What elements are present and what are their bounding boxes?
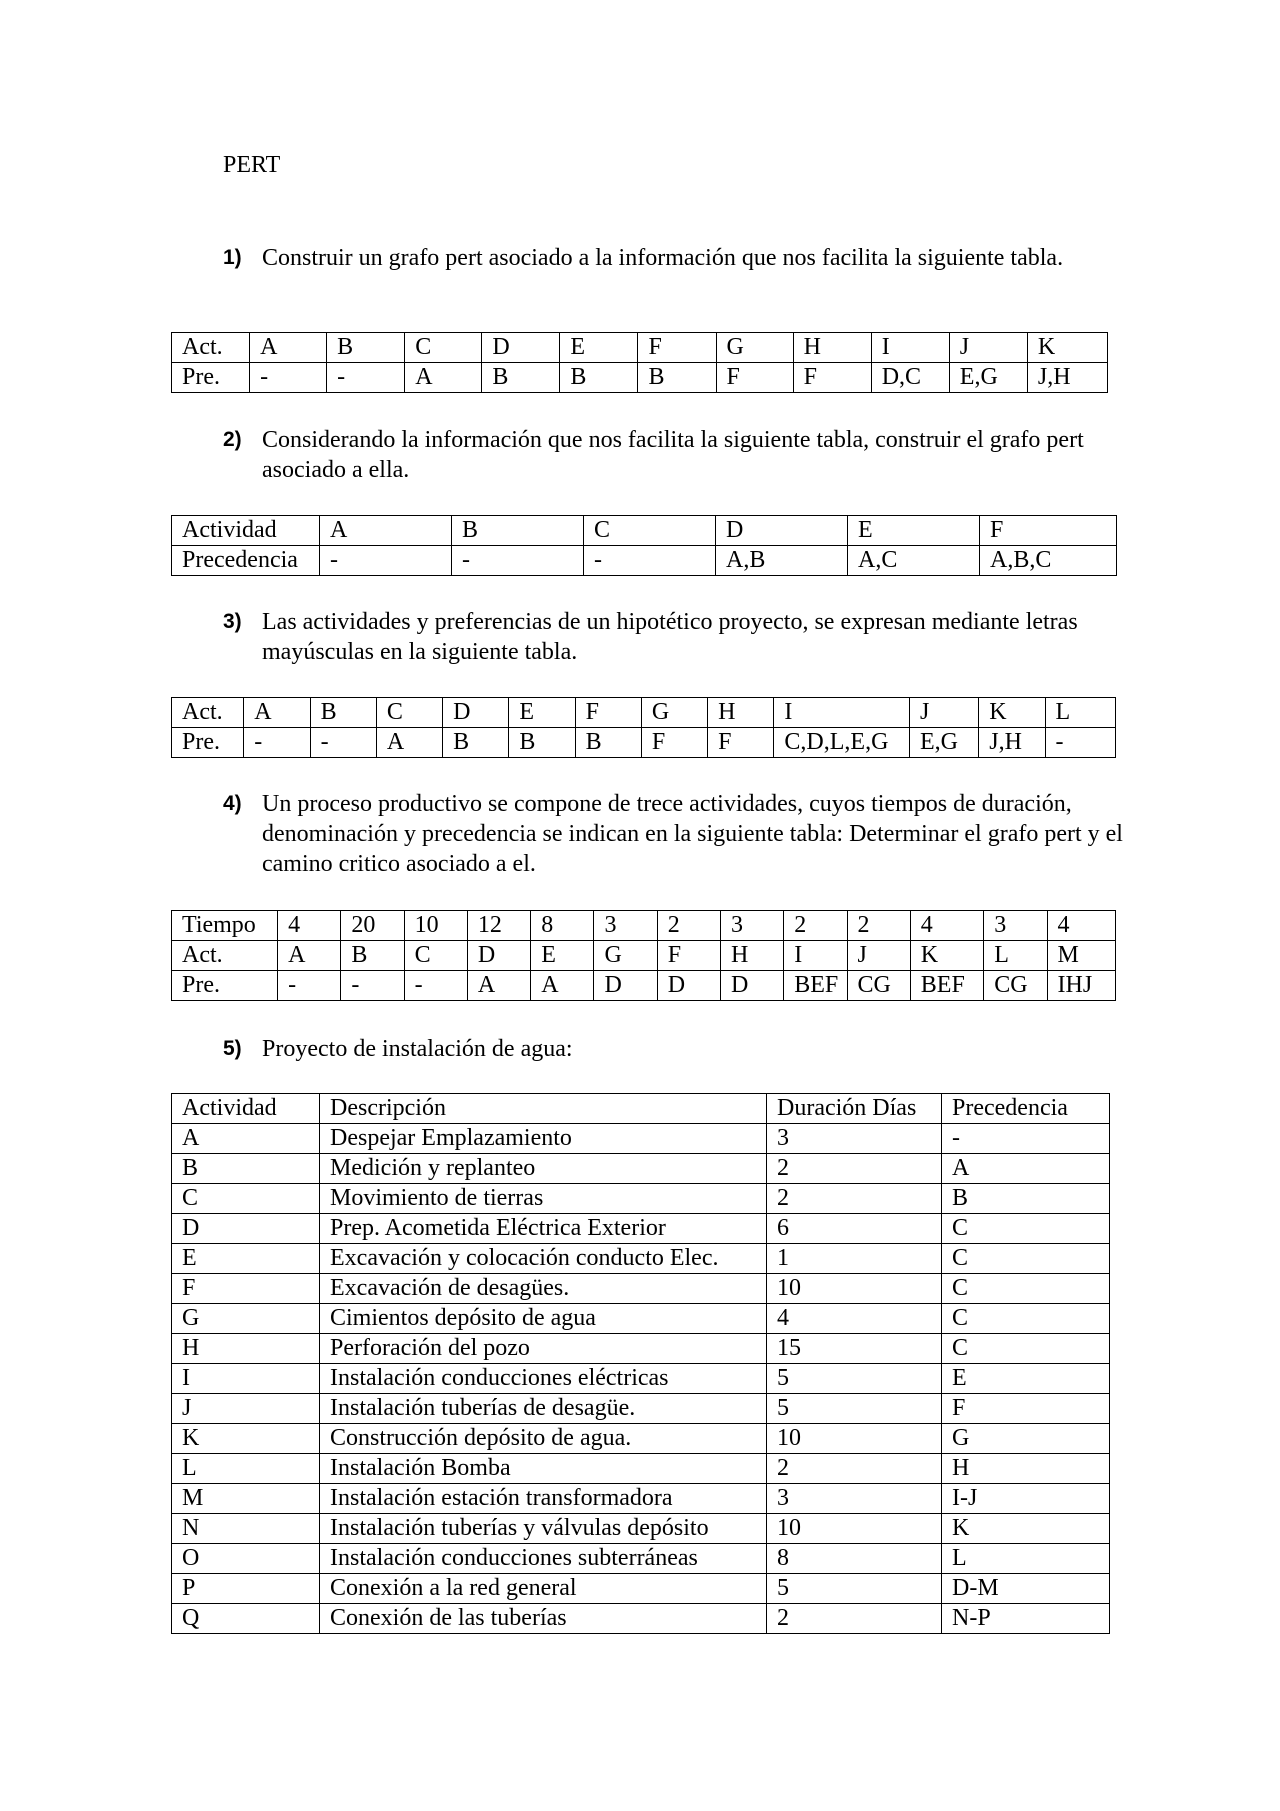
table-cell: 5 bbox=[767, 1574, 942, 1604]
table-cell: C,D,L,E,G bbox=[774, 728, 910, 758]
row-header-cell: Pre. bbox=[172, 971, 278, 1001]
question-4 bbox=[223, 789, 1142, 879]
table-cell: A bbox=[467, 971, 530, 1001]
row-header-cell: Act. bbox=[172, 941, 278, 971]
row-header-cell: P bbox=[172, 1574, 320, 1604]
table-row bbox=[172, 363, 1108, 393]
table-cell: A,B,C bbox=[980, 546, 1117, 576]
table-cell: K bbox=[979, 698, 1045, 728]
table-cell: C bbox=[942, 1274, 1110, 1304]
table-cell: E,G bbox=[909, 728, 978, 758]
question-text: Construir un grafo pert asociado a la información que nos facilita la siguiente tabla. bbox=[262, 245, 1064, 271]
row-header-cell: K bbox=[172, 1424, 320, 1454]
table-cell: 2 bbox=[767, 1184, 942, 1214]
table-cell: E,G bbox=[949, 363, 1027, 393]
table-row bbox=[172, 698, 1116, 728]
table-cell: 4 bbox=[910, 911, 983, 941]
table-cell: 8 bbox=[531, 911, 594, 941]
table-cell: 3 bbox=[767, 1484, 942, 1514]
table-cell: A bbox=[405, 363, 482, 393]
table-cell: F bbox=[708, 728, 774, 758]
table-cell: 10 bbox=[767, 1514, 942, 1544]
table-cell: Descripción bbox=[320, 1094, 767, 1124]
table-cell: K bbox=[942, 1514, 1110, 1544]
table-cell: 2 bbox=[767, 1154, 942, 1184]
table-cell: A bbox=[376, 728, 442, 758]
table-cell: D,C bbox=[871, 363, 949, 393]
table-cell: Cimientos depósito de agua bbox=[320, 1304, 767, 1334]
table-cell: J bbox=[909, 698, 978, 728]
table-cell: C bbox=[942, 1304, 1110, 1334]
row-header-cell: L bbox=[172, 1454, 320, 1484]
table-cell: 10 bbox=[404, 911, 467, 941]
table-cell: 3 bbox=[767, 1124, 942, 1154]
table-cell: B bbox=[638, 363, 716, 393]
row-header-cell: Q bbox=[172, 1604, 320, 1634]
table-cell: G bbox=[942, 1424, 1110, 1454]
table-cell: A bbox=[942, 1154, 1110, 1184]
question-number: 4) bbox=[223, 792, 242, 815]
table-cell: I bbox=[871, 333, 949, 363]
table-cell: Duración Días bbox=[767, 1094, 942, 1124]
row-header-cell: Precedencia bbox=[172, 546, 320, 576]
table-cell: Movimiento de tierras bbox=[320, 1184, 767, 1214]
table-cell: - bbox=[250, 363, 327, 393]
table-cell: J,H bbox=[979, 728, 1045, 758]
table-cell: B bbox=[327, 333, 405, 363]
table-cell: 2 bbox=[784, 911, 847, 941]
table-cell: A bbox=[250, 333, 327, 363]
row-header-cell: Act. bbox=[172, 698, 244, 728]
table-cell: B bbox=[341, 941, 404, 971]
table-cell: 8 bbox=[767, 1544, 942, 1574]
row-header-cell: Actividad bbox=[172, 516, 320, 546]
table-cell: 1 bbox=[767, 1244, 942, 1274]
question-number: 1) bbox=[223, 246, 242, 269]
table-cell: B bbox=[942, 1184, 1110, 1214]
table-row bbox=[172, 1094, 1110, 1124]
row-header-cell: N bbox=[172, 1514, 320, 1544]
row-header-cell: I bbox=[172, 1364, 320, 1394]
table-cell: G bbox=[716, 333, 793, 363]
table-cell: 4 bbox=[1047, 911, 1115, 941]
row-header-cell: B bbox=[172, 1154, 320, 1184]
table-cell: Conexión de las tuberías bbox=[320, 1604, 767, 1634]
table-cell: CG bbox=[847, 971, 910, 1001]
table-q5 bbox=[171, 1093, 1110, 1634]
table-cell: F bbox=[793, 363, 871, 393]
table-cell: F bbox=[638, 333, 716, 363]
table-cell: 10 bbox=[767, 1274, 942, 1304]
page-title: PERT bbox=[223, 152, 281, 178]
table-cell: F bbox=[657, 941, 720, 971]
table-q2 bbox=[171, 515, 1117, 576]
table-cell: 2 bbox=[767, 1604, 942, 1634]
table-row bbox=[172, 1484, 1110, 1514]
table-cell: - bbox=[310, 728, 376, 758]
row-header-cell: A bbox=[172, 1124, 320, 1154]
row-header-cell: Pre. bbox=[172, 363, 250, 393]
row-header-cell: F bbox=[172, 1274, 320, 1304]
table-cell: D bbox=[482, 333, 560, 363]
table-row bbox=[172, 1154, 1110, 1184]
table-q3 bbox=[171, 697, 1116, 758]
table-cell: A bbox=[531, 971, 594, 1001]
table-row bbox=[172, 1124, 1110, 1154]
table-cell: F bbox=[942, 1394, 1110, 1424]
table-cell: H bbox=[793, 333, 871, 363]
table-cell: Excavación y colocación conducto Elec. bbox=[320, 1244, 767, 1274]
table-cell: C bbox=[584, 516, 716, 546]
table-cell: E bbox=[509, 698, 575, 728]
table-cell: I-J bbox=[942, 1484, 1110, 1514]
question-text: Proyecto de instalación de agua: bbox=[262, 1036, 573, 1062]
table-cell: 12 bbox=[467, 911, 530, 941]
table-row bbox=[172, 333, 1108, 363]
table-cell: 2 bbox=[767, 1454, 942, 1484]
table-cell: 15 bbox=[767, 1334, 942, 1364]
row-header-cell: O bbox=[172, 1544, 320, 1574]
table-cell: C bbox=[942, 1214, 1110, 1244]
table-cell: 2 bbox=[657, 911, 720, 941]
table-cell: Excavación de desagües. bbox=[320, 1274, 767, 1304]
table-cell: D bbox=[467, 941, 530, 971]
table-cell: D bbox=[657, 971, 720, 1001]
table-row bbox=[172, 1274, 1110, 1304]
table-row bbox=[172, 1514, 1110, 1544]
row-header-cell: Act. bbox=[172, 333, 250, 363]
table-cell: F bbox=[980, 516, 1117, 546]
table-cell: - bbox=[1045, 728, 1115, 758]
table-row bbox=[172, 971, 1116, 1001]
table-cell: Instalación conducciones eléctricas bbox=[320, 1364, 767, 1394]
table-cell: Construcción depósito de agua. bbox=[320, 1424, 767, 1454]
row-header-cell: Actividad bbox=[172, 1094, 320, 1124]
table-cell: B bbox=[560, 363, 638, 393]
table-cell: B bbox=[310, 698, 376, 728]
table-cell: - bbox=[327, 363, 405, 393]
table-row bbox=[172, 1304, 1110, 1334]
table-cell: I bbox=[784, 941, 847, 971]
table-cell: 5 bbox=[767, 1394, 942, 1424]
table-cell: G bbox=[594, 941, 657, 971]
table-cell: 3 bbox=[720, 911, 783, 941]
table-cell: K bbox=[910, 941, 983, 971]
question-text: Considerando la información que nos facilita la siguiente tabla, construir el grafo pert asociado a ella. bbox=[262, 427, 1084, 483]
table-cell: E bbox=[848, 516, 980, 546]
question-number: 2) bbox=[223, 428, 242, 451]
table-cell: B bbox=[443, 728, 509, 758]
table-cell: BEF bbox=[784, 971, 847, 1001]
table-cell: C bbox=[942, 1244, 1110, 1274]
table-cell: B bbox=[452, 516, 584, 546]
table-row bbox=[172, 516, 1117, 546]
table-cell: C bbox=[376, 698, 442, 728]
table-cell: F bbox=[641, 728, 707, 758]
row-header-cell: Tiempo bbox=[172, 911, 278, 941]
table-cell: E bbox=[560, 333, 638, 363]
table-cell: IHJ bbox=[1047, 971, 1115, 1001]
table-cell: A,B bbox=[716, 546, 848, 576]
table-row bbox=[172, 1544, 1110, 1574]
table-cell: - bbox=[341, 971, 404, 1001]
table-cell: H bbox=[942, 1454, 1110, 1484]
table-cell: J bbox=[847, 941, 910, 971]
table-cell: Perforación del pozo bbox=[320, 1334, 767, 1364]
table-cell: Despejar Emplazamiento bbox=[320, 1124, 767, 1154]
table-cell: A bbox=[320, 516, 452, 546]
row-header-cell: D bbox=[172, 1214, 320, 1244]
row-header-cell: M bbox=[172, 1484, 320, 1514]
table-cell: E bbox=[942, 1364, 1110, 1394]
table-row bbox=[172, 546, 1117, 576]
table-cell: Prep. Acometida Eléctrica Exterior bbox=[320, 1214, 767, 1244]
table-cell: 3 bbox=[984, 911, 1047, 941]
table-q4 bbox=[171, 910, 1116, 1001]
table-cell: 10 bbox=[767, 1424, 942, 1454]
table-cell: B bbox=[482, 363, 560, 393]
table-cell: F bbox=[716, 363, 793, 393]
table-cell: B bbox=[575, 728, 641, 758]
table-row bbox=[172, 728, 1116, 758]
table-row bbox=[172, 1424, 1110, 1454]
table-cell: 6 bbox=[767, 1214, 942, 1244]
table-cell: D bbox=[594, 971, 657, 1001]
table-cell: Medición y replanteo bbox=[320, 1154, 767, 1184]
table-cell: D bbox=[716, 516, 848, 546]
table-cell: D bbox=[443, 698, 509, 728]
question-1 bbox=[223, 243, 1142, 273]
table-cell: 5 bbox=[767, 1364, 942, 1394]
table-cell: C bbox=[942, 1334, 1110, 1364]
row-header-cell: C bbox=[172, 1184, 320, 1214]
table-cell: L bbox=[1045, 698, 1115, 728]
table-cell: D bbox=[720, 971, 783, 1001]
table-cell: 4 bbox=[278, 911, 341, 941]
table-cell: 2 bbox=[847, 911, 910, 941]
table-cell: - bbox=[320, 546, 452, 576]
table-cell: A bbox=[278, 941, 341, 971]
question-text: Un proceso productivo se compone de trece actividades, cuyos tiempos de duración, denominación y precedencia se indican en la siguiente tabla: Determinar el grafo pert y el camino critico asociado a el. bbox=[262, 791, 1123, 877]
table-cell: Instalación tuberías de desagüe. bbox=[320, 1394, 767, 1424]
table-cell: - bbox=[278, 971, 341, 1001]
table-q1 bbox=[171, 332, 1108, 393]
table-cell: Instalación estación transformadora bbox=[320, 1484, 767, 1514]
table-row bbox=[172, 1454, 1110, 1484]
table-row bbox=[172, 1184, 1110, 1214]
table-row bbox=[172, 1394, 1110, 1424]
table-row bbox=[172, 1334, 1110, 1364]
table-cell: Conexión a la red general bbox=[320, 1574, 767, 1604]
table-cell: A,C bbox=[848, 546, 980, 576]
row-header-cell: J bbox=[172, 1394, 320, 1424]
table-row bbox=[172, 1604, 1110, 1634]
table-cell: M bbox=[1047, 941, 1115, 971]
question-5 bbox=[223, 1034, 1142, 1064]
table-cell: H bbox=[708, 698, 774, 728]
table-cell: J,H bbox=[1027, 363, 1107, 393]
table-cell: - bbox=[404, 971, 467, 1001]
table-cell: K bbox=[1027, 333, 1107, 363]
table-cell: Instalación conducciones subterráneas bbox=[320, 1544, 767, 1574]
table-cell: 20 bbox=[341, 911, 404, 941]
table-cell: N-P bbox=[942, 1604, 1110, 1634]
row-header-cell: G bbox=[172, 1304, 320, 1334]
table-row bbox=[172, 1574, 1110, 1604]
question-number: 3) bbox=[223, 610, 242, 633]
table-cell: C bbox=[405, 333, 482, 363]
table-cell: H bbox=[720, 941, 783, 971]
row-header-cell: E bbox=[172, 1244, 320, 1274]
table-cell: 4 bbox=[767, 1304, 942, 1334]
row-header-cell: Pre. bbox=[172, 728, 244, 758]
table-row bbox=[172, 1214, 1110, 1244]
question-text: Las actividades y preferencias de un hipotético proyecto, se expresan mediante letras mayúsculas en la siguiente tabla. bbox=[262, 609, 1078, 665]
table-cell: F bbox=[575, 698, 641, 728]
table-cell: Instalación tuberías y válvulas depósito bbox=[320, 1514, 767, 1544]
table-cell: BEF bbox=[910, 971, 983, 1001]
table-cell: E bbox=[531, 941, 594, 971]
table-cell: J bbox=[949, 333, 1027, 363]
table-cell: G bbox=[641, 698, 707, 728]
table-row bbox=[172, 911, 1116, 941]
table-cell: A bbox=[244, 698, 310, 728]
row-header-cell: H bbox=[172, 1334, 320, 1364]
table-cell: Precedencia bbox=[942, 1094, 1110, 1124]
table-cell: B bbox=[509, 728, 575, 758]
table-row bbox=[172, 1244, 1110, 1274]
table-cell: CG bbox=[984, 971, 1047, 1001]
table-cell: D-M bbox=[942, 1574, 1110, 1604]
table-cell: - bbox=[942, 1124, 1110, 1154]
table-row bbox=[172, 1364, 1110, 1394]
table-cell: C bbox=[404, 941, 467, 971]
table-cell: 3 bbox=[594, 911, 657, 941]
table-cell: - bbox=[584, 546, 716, 576]
question-number: 5) bbox=[223, 1037, 242, 1060]
question-2 bbox=[223, 425, 1142, 485]
table-cell: L bbox=[942, 1544, 1110, 1574]
table-row bbox=[172, 941, 1116, 971]
question-3 bbox=[223, 607, 1142, 667]
table-cell: I bbox=[774, 698, 910, 728]
table-cell: - bbox=[244, 728, 310, 758]
table-cell: Instalación Bomba bbox=[320, 1454, 767, 1484]
table-cell: - bbox=[452, 546, 584, 576]
table-cell: L bbox=[984, 941, 1047, 971]
